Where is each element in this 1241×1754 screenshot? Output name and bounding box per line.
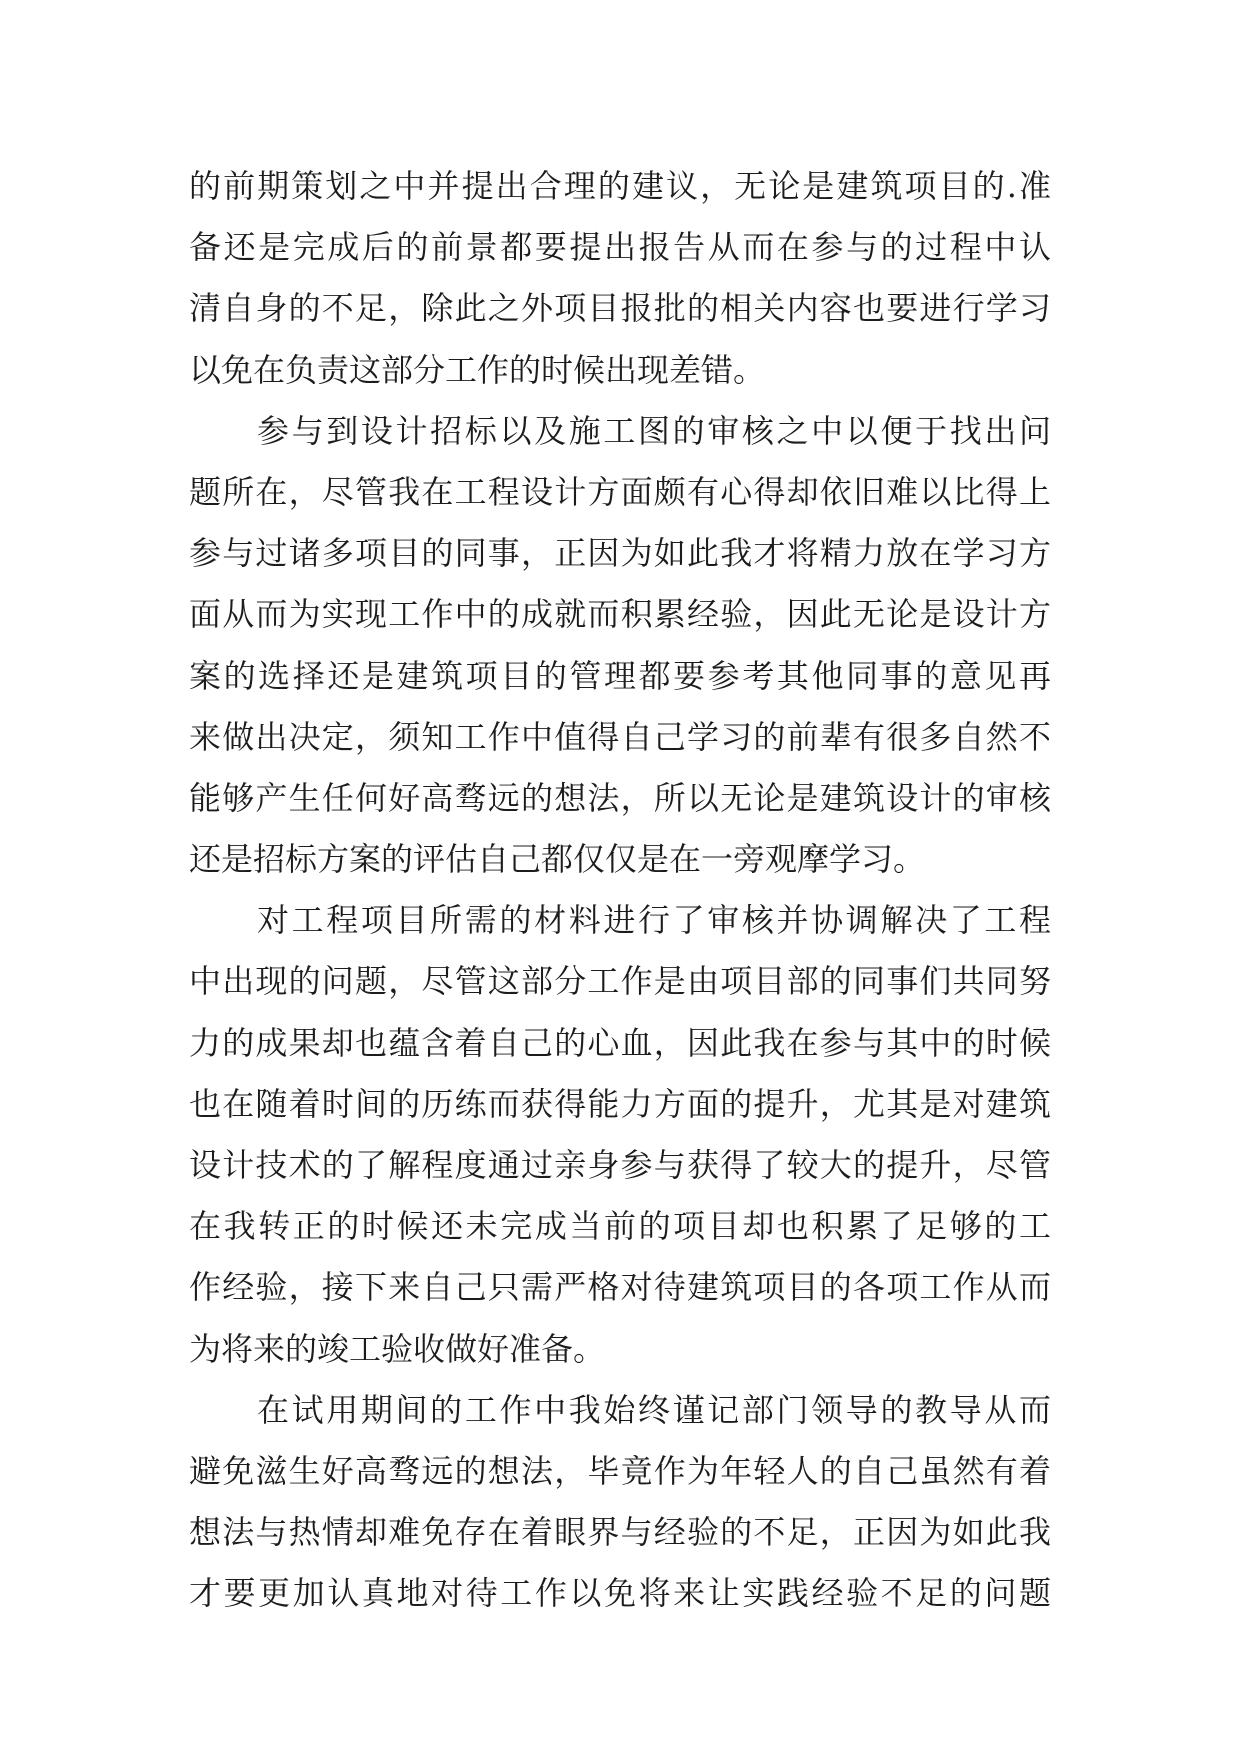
text-line: 作经验，接下来自己只需严格对待建筑项目的各项工作从而 — [189, 1268, 1051, 1307]
text-line: 案的选择还是建筑项目的管理都要参考其他同事的意见再 — [189, 656, 1051, 695]
text-line: 参与到设计招标以及施工图的审核之中以便于找出问 — [257, 411, 1051, 450]
text-line: 题所在，尽管我在工程设计方面颇有心得却依旧难以比得上 — [189, 472, 1051, 511]
text-line: 以免在负责这部分工作的时候出现差错。 — [189, 350, 766, 389]
text-line: 中出现的问题，尽管这部分工作是由项目部的同事们共同努 — [189, 962, 1051, 1001]
text-line: 来做出决定，须知工作中值得自己学习的前辈有很多自然不 — [189, 717, 1051, 756]
text-line: 参与过诸多项目的同事，正因为如此我才将精力放在学习方 — [189, 534, 1051, 573]
document-body — [189, 156, 1051, 1625]
paragraph-probation-reflection — [189, 1380, 1051, 1625]
text-line: 对工程项目所需的材料进行了审核并协调解决了工程 — [257, 901, 1051, 940]
text-line: 想法与热情却难免存在着眼界与经验的不足，正因为如此我 — [189, 1513, 1051, 1552]
paragraph-continuation — [189, 156, 1051, 401]
text-line: 的前期策划之中并提出合理的建议，无论是建筑项目的.准 — [189, 167, 1051, 205]
text-line: 避免滋生好高骛远的想法，毕竟作为年轻人的自己虽然有着 — [189, 1451, 1051, 1490]
text-line: 才要更加认真地对待工作以免将来让实践经验不足的问题 — [189, 1574, 1051, 1613]
text-line: 在我转正的时候还未完成当前的项目却也积累了足够的工 — [189, 1207, 1051, 1246]
text-line: 面从而为实现工作中的成就而积累经验，因此无论是设计方 — [189, 595, 1051, 634]
text-line: 还是招标方案的评估自己都仅仅是在一旁观摩学习。 — [189, 840, 926, 879]
text-line: 备还是完成后的前景都要提出报告从而在参与的过程中认 — [189, 228, 1051, 267]
text-line: 设计技术的了解程度通过亲身参与获得了较大的提升，尽管 — [189, 1146, 1051, 1184]
text-line: 力的成果却也蕴含着自己的心血，因此我在参与其中的时候 — [189, 1023, 1051, 1062]
text-line: 在试用期间的工作中我始终谨记部门领导的教导从而 — [257, 1390, 1051, 1429]
paragraph-design-review — [189, 401, 1051, 891]
text-line: 清自身的不足，除此之外项目报批的相关内容也要进行学习 — [189, 289, 1051, 328]
text-line: 也在随着时间的历练而获得能力方面的提升，尤其是对建筑 — [189, 1084, 1051, 1123]
paragraph-materials-review — [189, 890, 1051, 1380]
text-line: 为将来的竣工验收做好准备。 — [189, 1329, 606, 1368]
text-line: 能够产生任何好高骛远的想法，所以无论是建筑设计的审核 — [189, 778, 1051, 817]
